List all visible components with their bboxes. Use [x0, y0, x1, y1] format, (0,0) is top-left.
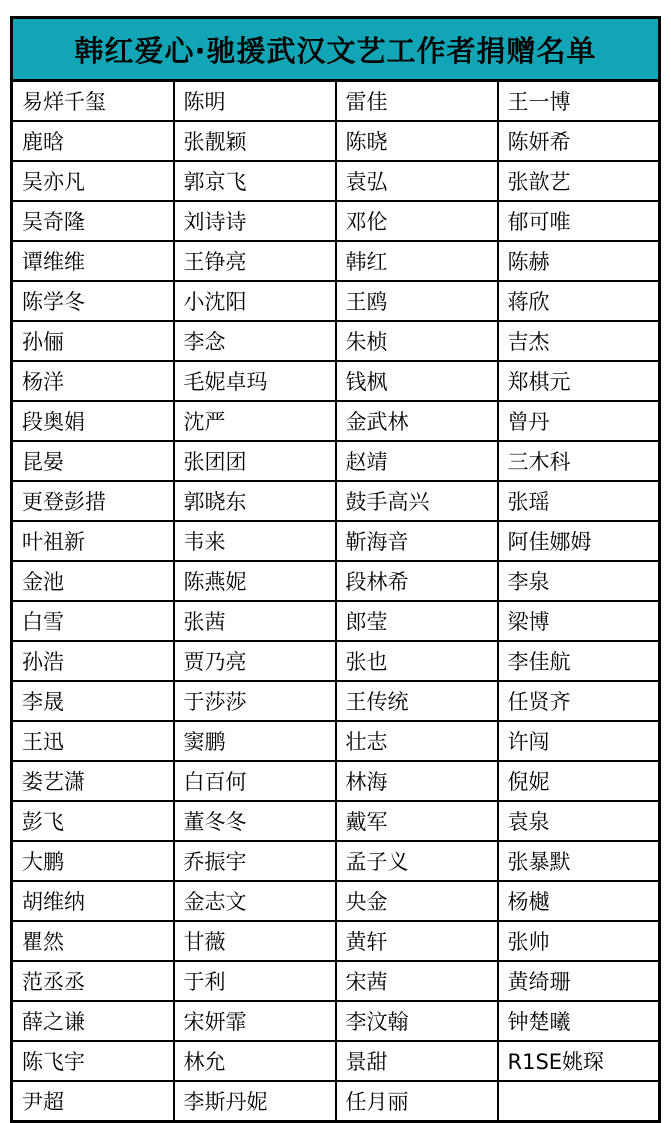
name-cell: 陈燕妮	[174, 561, 336, 601]
name-cell: 张瑶	[498, 481, 660, 521]
name-cell: 大鹏	[12, 841, 174, 881]
name-cell: 段奥娟	[12, 401, 174, 441]
name-cell: 郭京飞	[174, 161, 336, 201]
table-row	[12, 441, 660, 481]
name-cell: 甘薇	[174, 921, 336, 961]
name-cell: 林海	[336, 761, 498, 801]
name-cell: 张帅	[498, 921, 660, 961]
name-cell: 于利	[174, 961, 336, 1001]
name-cell	[498, 1081, 660, 1122]
name-cell: 钟楚曦	[498, 1001, 660, 1041]
name-cell: 郁可唯	[498, 201, 660, 241]
name-cell: 陈赫	[498, 241, 660, 281]
donor-table	[10, 16, 661, 1123]
name-cell: 鼓手高兴	[336, 481, 498, 521]
name-cell: 胡维纳	[12, 881, 174, 921]
name-cell: 孟子义	[336, 841, 498, 881]
table-row	[12, 1081, 660, 1122]
table-row	[12, 281, 660, 321]
name-cell: 昆晏	[12, 441, 174, 481]
name-cell: 张歆艺	[498, 161, 660, 201]
name-cell: 郑棋元	[498, 361, 660, 401]
table-row	[12, 401, 660, 441]
name-cell: 白雪	[12, 601, 174, 641]
name-cell: 小沈阳	[174, 281, 336, 321]
name-cell: 韩红	[336, 241, 498, 281]
name-cell: 壮志	[336, 721, 498, 761]
name-cell: 李泉	[498, 561, 660, 601]
name-cell: 张也	[336, 641, 498, 681]
name-cell: 董冬冬	[174, 801, 336, 841]
table-row	[12, 721, 660, 761]
name-cell: 王一博	[498, 81, 660, 122]
page-title: 韩红爱心·驰援武汉文艺工作者捐赠名单	[12, 18, 660, 81]
name-cell: 张靓颖	[174, 121, 336, 161]
name-cell: 更登彭措	[12, 481, 174, 521]
name-cell: 易烊千玺	[12, 81, 174, 122]
name-cell: 张团团	[174, 441, 336, 481]
name-cell: 毛妮卓玛	[174, 361, 336, 401]
name-cell: 景甜	[336, 1041, 498, 1081]
name-cell: 梁博	[498, 601, 660, 641]
table-row	[12, 481, 660, 521]
name-cell: 任月丽	[336, 1081, 498, 1122]
name-cell: 雷佳	[336, 81, 498, 122]
name-cell: 陈学冬	[12, 281, 174, 321]
name-cell: 吴奇隆	[12, 201, 174, 241]
table-row	[12, 1041, 660, 1081]
name-cell: 邓伦	[336, 201, 498, 241]
table-row	[12, 921, 660, 961]
table-row	[12, 561, 660, 601]
name-cell: 刘诗诗	[174, 201, 336, 241]
name-cell: 王鸥	[336, 281, 498, 321]
table-row	[12, 841, 660, 881]
name-cell: 吴亦凡	[12, 161, 174, 201]
name-cell: 彭飞	[12, 801, 174, 841]
table-row	[12, 681, 660, 721]
name-cell: 金志文	[174, 881, 336, 921]
name-cell: 陈晓	[336, 121, 498, 161]
name-cell: 尹超	[12, 1081, 174, 1122]
table-row	[12, 521, 660, 561]
name-cell: 林允	[174, 1041, 336, 1081]
name-cell: 谭维维	[12, 241, 174, 281]
name-cell: 杨樾	[498, 881, 660, 921]
name-cell: 薛之谦	[12, 1001, 174, 1041]
name-cell: 袁泉	[498, 801, 660, 841]
table-row	[12, 761, 660, 801]
name-cell: 瞿然	[12, 921, 174, 961]
name-cell: 乔振宇	[174, 841, 336, 881]
name-cell: 戴军	[336, 801, 498, 841]
name-cell: 张茜	[174, 601, 336, 641]
name-cell: 陈明	[174, 81, 336, 122]
name-cell: 王迅	[12, 721, 174, 761]
name-cell: 李念	[174, 321, 336, 361]
name-cell: 金池	[12, 561, 174, 601]
name-cell: 娄艺潇	[12, 761, 174, 801]
name-cell: 段林希	[336, 561, 498, 601]
name-cell: 许闯	[498, 721, 660, 761]
name-cell: 白百何	[174, 761, 336, 801]
name-cell: 曾丹	[498, 401, 660, 441]
table-row	[12, 961, 660, 1001]
title-row	[12, 18, 660, 81]
name-cell: 李晟	[12, 681, 174, 721]
name-cell: 赵靖	[336, 441, 498, 481]
name-cell: 黄绮珊	[498, 961, 660, 1001]
table-row	[12, 801, 660, 841]
table-row	[12, 161, 660, 201]
name-cell: 宋妍霏	[174, 1001, 336, 1041]
name-cell: 黄轩	[336, 921, 498, 961]
donation-list-sheet	[10, 16, 661, 1123]
table-row	[12, 241, 660, 281]
name-cell: 陈飞宇	[12, 1041, 174, 1081]
name-cell: 袁弘	[336, 161, 498, 201]
name-cell: 陈妍希	[498, 121, 660, 161]
name-cell: 郭晓东	[174, 481, 336, 521]
name-cell: 任贤齐	[498, 681, 660, 721]
table-row	[12, 121, 660, 161]
name-cell: 朱桢	[336, 321, 498, 361]
table-row	[12, 641, 660, 681]
name-cell: 倪妮	[498, 761, 660, 801]
table-row	[12, 321, 660, 361]
table-row	[12, 1001, 660, 1041]
name-cell: 王铮亮	[174, 241, 336, 281]
name-cell: 沈严	[174, 401, 336, 441]
name-cell: 贾乃亮	[174, 641, 336, 681]
name-cell: 韦来	[174, 521, 336, 561]
name-cell: 宋茜	[336, 961, 498, 1001]
name-cell: 杨洋	[12, 361, 174, 401]
name-cell: 孙俪	[12, 321, 174, 361]
name-cell: 王传统	[336, 681, 498, 721]
name-cell: 金武林	[336, 401, 498, 441]
name-cell: 张暴默	[498, 841, 660, 881]
name-cell: 吉杰	[498, 321, 660, 361]
name-cell: 央金	[336, 881, 498, 921]
name-cell: 蒋欣	[498, 281, 660, 321]
table-row	[12, 81, 660, 122]
name-cell: 靳海音	[336, 521, 498, 561]
table-row	[12, 601, 660, 641]
table-row	[12, 201, 660, 241]
name-cell: 阿佳娜姆	[498, 521, 660, 561]
name-cell: R1SE姚琛	[498, 1041, 660, 1081]
name-cell: 鹿晗	[12, 121, 174, 161]
table-row	[12, 361, 660, 401]
name-cell: 郎莹	[336, 601, 498, 641]
table-row	[12, 881, 660, 921]
name-cell: 李汶翰	[336, 1001, 498, 1041]
donor-table-body	[12, 81, 660, 1122]
name-cell: 孙浩	[12, 641, 174, 681]
name-cell: 范丞丞	[12, 961, 174, 1001]
name-cell: 叶祖新	[12, 521, 174, 561]
name-cell: 于莎莎	[174, 681, 336, 721]
name-cell: 钱枫	[336, 361, 498, 401]
name-cell: 李佳航	[498, 641, 660, 681]
name-cell: 李斯丹妮	[174, 1081, 336, 1122]
name-cell: 三木科	[498, 441, 660, 481]
name-cell: 窦鹏	[174, 721, 336, 761]
